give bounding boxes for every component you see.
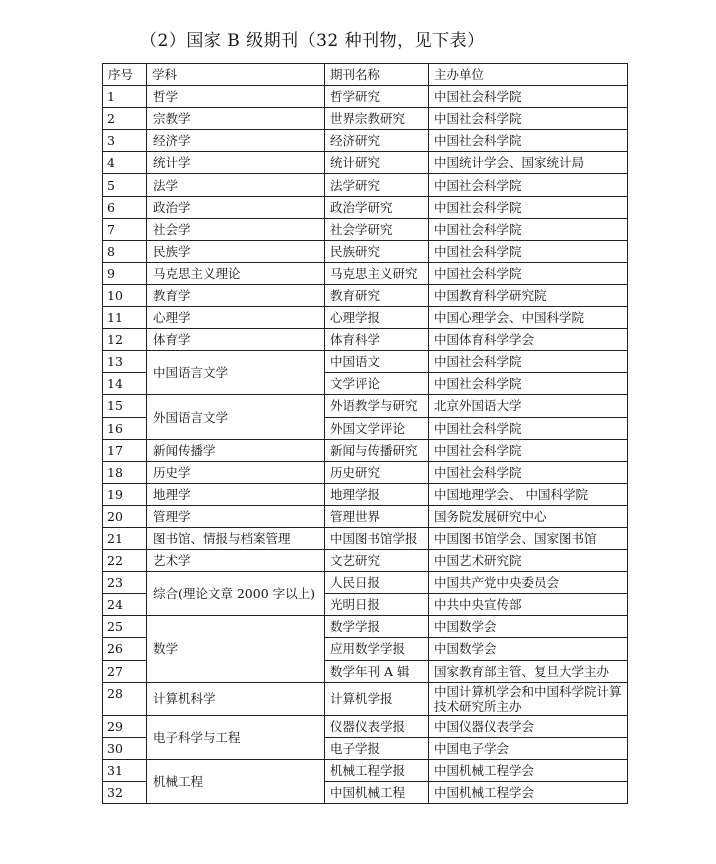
row-journal: 数学年刊 A 辑 [325, 660, 429, 682]
row-sponsor: 中国社会科学院 [429, 439, 628, 461]
table-row [103, 395, 628, 417]
row-no: 26 [103, 638, 147, 660]
row-no: 32 [103, 781, 147, 803]
row-sponsor: 中国数学会 [429, 638, 628, 660]
row-no: 27 [103, 660, 147, 682]
row-sponsor: 中国电子学会 [429, 737, 628, 759]
table-row [103, 527, 628, 549]
row-subject: 历史学 [147, 461, 325, 483]
row-no: 21 [103, 527, 147, 549]
table-row [103, 307, 628, 329]
row-subject: 中国语言文学 [147, 351, 325, 395]
row-sponsor: 中国共产党中央委员会 [429, 572, 628, 594]
row-journal: 经济研究 [325, 130, 429, 152]
row-no: 11 [103, 307, 147, 329]
row-journal: 电子学报 [325, 737, 429, 759]
row-journal: 地理学报 [325, 483, 429, 505]
row-journal: 马克思主义研究 [325, 262, 429, 284]
row-sponsor: 中国社会科学院 [429, 218, 628, 240]
row-no: 2 [103, 108, 147, 130]
header-no: 序号 [103, 64, 147, 86]
row-subject: 新闻传播学 [147, 439, 325, 461]
table-row [103, 152, 628, 174]
row-no: 20 [103, 505, 147, 527]
row-journal: 仪器仪表学报 [325, 715, 429, 737]
row-no: 15 [103, 395, 147, 417]
table-row [103, 439, 628, 461]
row-journal: 文艺研究 [325, 550, 429, 572]
row-subject: 统计学 [147, 152, 325, 174]
row-journal: 应用数学学报 [325, 638, 429, 660]
row-subject: 外国语言文学 [147, 395, 325, 439]
table-row [103, 262, 628, 284]
row-no: 16 [103, 417, 147, 439]
table-header-row [103, 64, 628, 86]
row-no: 7 [103, 218, 147, 240]
table-row [103, 682, 628, 715]
row-journal: 政治学研究 [325, 196, 429, 218]
row-no: 14 [103, 373, 147, 395]
row-no: 31 [103, 759, 147, 781]
table-row [103, 759, 628, 781]
row-subject: 体育学 [147, 329, 325, 351]
table-row [103, 240, 628, 262]
row-subject: 哲学 [147, 86, 325, 108]
row-sponsor: 中国社会科学院 [429, 351, 628, 373]
table-row [103, 196, 628, 218]
row-no: 30 [103, 737, 147, 759]
row-sponsor: 中国社会科学院 [429, 240, 628, 262]
row-sponsor: 国务院发展研究中心 [429, 505, 628, 527]
row-no: 4 [103, 152, 147, 174]
table-row [103, 130, 628, 152]
row-sponsor: 中国社会科学院 [429, 130, 628, 152]
row-sponsor: 北京外国语大学 [429, 395, 628, 417]
row-sponsor: 中国仪器仪表学会 [429, 715, 628, 737]
table-row [103, 715, 628, 737]
row-no: 29 [103, 715, 147, 737]
table-row [103, 505, 628, 527]
row-no: 3 [103, 130, 147, 152]
row-subject: 数学 [147, 616, 325, 682]
row-subject: 管理学 [147, 505, 325, 527]
row-sponsor: 中国社会科学院 [429, 196, 628, 218]
row-no: 13 [103, 351, 147, 373]
row-journal: 法学研究 [325, 174, 429, 196]
row-journal: 数学学报 [325, 616, 429, 638]
row-no: 17 [103, 439, 147, 461]
row-sponsor: 中国数学会 [429, 616, 628, 638]
row-no: 28 [103, 682, 147, 715]
row-subject: 图书馆、情报与档案管理 [147, 527, 325, 549]
row-journal: 世界宗教研究 [325, 108, 429, 130]
row-sponsor: 中国社会科学院 [429, 86, 628, 108]
row-sponsor: 中国社会科学院 [429, 417, 628, 439]
row-journal: 哲学研究 [325, 86, 429, 108]
row-journal: 教育研究 [325, 284, 429, 306]
table-row [103, 616, 628, 638]
row-journal: 外国文学评论 [325, 417, 429, 439]
row-journal: 计算机学报 [325, 682, 429, 715]
row-journal: 光明日报 [325, 594, 429, 616]
row-subject: 艺术学 [147, 550, 325, 572]
row-subject: 地理学 [147, 483, 325, 505]
row-sponsor: 中国社会科学院 [429, 262, 628, 284]
header-subject: 学科 [147, 64, 325, 86]
row-journal: 新闻与传播研究 [325, 439, 429, 461]
row-subject: 经济学 [147, 130, 325, 152]
row-no: 18 [103, 461, 147, 483]
row-no: 25 [103, 616, 147, 638]
row-journal: 中国机械工程 [325, 781, 429, 803]
row-subject: 教育学 [147, 284, 325, 306]
row-no: 9 [103, 262, 147, 284]
row-journal: 社会学研究 [325, 218, 429, 240]
row-journal: 统计研究 [325, 152, 429, 174]
row-sponsor: 中国地理学会、 中国科学院 [429, 483, 628, 505]
row-journal: 管理世界 [325, 505, 429, 527]
row-sponsor: 中国计算机学会和中国科学院计算技术研究所主办 [429, 682, 628, 715]
row-sponsor: 中国心理学会、中国科学院 [429, 307, 628, 329]
table-row [103, 86, 628, 108]
row-subject: 心理学 [147, 307, 325, 329]
table-row [103, 351, 628, 373]
table-row [103, 329, 628, 351]
row-subject: 计算机科学 [147, 682, 325, 715]
row-journal: 中国语文 [325, 351, 429, 373]
row-sponsor: 中国社会科学院 [429, 108, 628, 130]
header-sponsor: 主办单位 [429, 64, 628, 86]
row-journal: 文学评论 [325, 373, 429, 395]
table-row [103, 284, 628, 306]
row-subject: 民族学 [147, 240, 325, 262]
table-row [103, 550, 628, 572]
row-no: 8 [103, 240, 147, 262]
row-subject: 综合(理论文章 2000 字以上) [147, 572, 325, 616]
header-journal: 期刊名称 [325, 64, 429, 86]
row-journal: 心理学报 [325, 307, 429, 329]
row-sponsor: 中国社会科学院 [429, 373, 628, 395]
row-no: 6 [103, 196, 147, 218]
row-sponsor: 中国机械工程学会 [429, 759, 628, 781]
row-subject: 宗教学 [147, 108, 325, 130]
row-journal: 机械工程学报 [325, 759, 429, 781]
row-no: 19 [103, 483, 147, 505]
row-no: 24 [103, 594, 147, 616]
row-sponsor: 中国教育科学研究院 [429, 284, 628, 306]
row-sponsor: 中共中央宣传部 [429, 594, 628, 616]
table-body [103, 86, 628, 804]
row-sponsor: 中国社会科学院 [429, 174, 628, 196]
row-subject: 政治学 [147, 196, 325, 218]
row-journal: 外语教学与研究 [325, 395, 429, 417]
row-subject: 社会学 [147, 218, 325, 240]
row-journal: 历史研究 [325, 461, 429, 483]
table-row [103, 218, 628, 240]
row-journal: 中国图书馆学报 [325, 527, 429, 549]
row-sponsor: 国家教育部主管、复旦大学主办 [429, 660, 628, 682]
row-journal: 体育科学 [325, 329, 429, 351]
row-subject: 法学 [147, 174, 325, 196]
table-row [103, 572, 628, 594]
row-journal: 人民日报 [325, 572, 429, 594]
table-row [103, 461, 628, 483]
row-subject: 马克思主义理论 [147, 262, 325, 284]
row-sponsor: 中国图书馆学会、国家图书馆 [429, 527, 628, 549]
row-sponsor: 中国体育科学学会 [429, 329, 628, 351]
row-sponsor: 中国艺术研究院 [429, 550, 628, 572]
journal-table [102, 63, 628, 804]
table-row [103, 174, 628, 196]
row-no: 23 [103, 572, 147, 594]
row-sponsor: 中国社会科学院 [429, 461, 628, 483]
row-no: 22 [103, 550, 147, 572]
row-sponsor: 中国统计学会、国家统计局 [429, 152, 628, 174]
page-title: （2）国家 B 级期刊（32 种刊物，见下表） [140, 31, 485, 51]
table-row [103, 108, 628, 130]
row-no: 10 [103, 284, 147, 306]
row-no: 1 [103, 86, 147, 108]
row-subject: 电子科学与工程 [147, 715, 325, 759]
row-no: 5 [103, 174, 147, 196]
row-no: 12 [103, 329, 147, 351]
row-journal: 民族研究 [325, 240, 429, 262]
row-subject: 机械工程 [147, 759, 325, 803]
row-sponsor: 中国机械工程学会 [429, 781, 628, 803]
table-row [103, 483, 628, 505]
